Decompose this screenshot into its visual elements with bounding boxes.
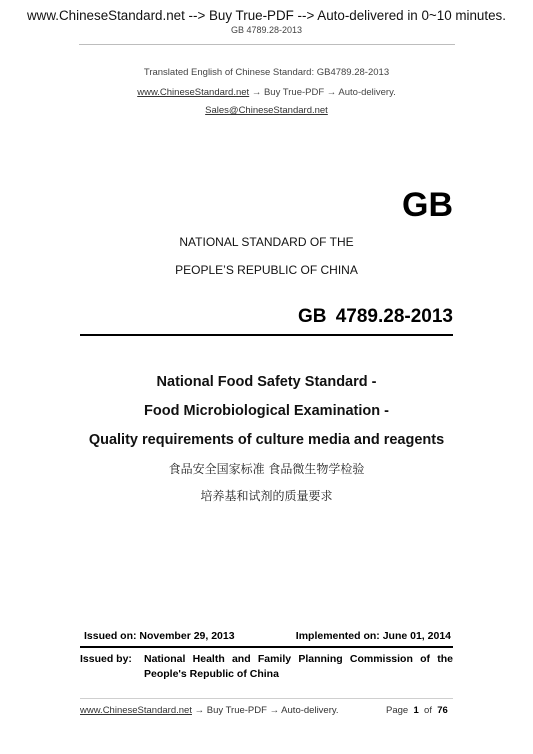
email-link[interactable]: Sales@ChineseStandard.net (205, 105, 328, 116)
footer-divider (80, 698, 453, 699)
page-of-label: of (424, 705, 432, 716)
chinese-title-line2: 培养基和试剂的质量要求 (200, 489, 333, 503)
title-line2: Food Microbiological Examination - (144, 403, 389, 419)
footer-site-link[interactable]: www.ChineseStandard.net (80, 705, 192, 716)
doc-reference: GB 4789.28-2013 (230, 25, 303, 35)
title-line3: Quality requirements of culture media and reagents (88, 432, 445, 448)
site-line (0, 87, 533, 98)
site-link[interactable]: www.ChineseStandard.net (137, 87, 250, 98)
issuer-value: National Health and Family Planning Commission of the People's Republic of China (144, 653, 453, 680)
page-label: Page (386, 705, 409, 716)
top-banner: www.ChineseStandard.net --> Buy True-PDF --> Auto-delivered in 0~10 minutes. (27, 8, 506, 23)
national-standard-line2: PEOPLE’S REPUBLIC OF CHINA (175, 263, 358, 277)
footer-site-tail: → Buy True-PDF → Auto-delivery. (191, 705, 339, 716)
page-number: 1 (413, 705, 419, 716)
title-line1: National Food Safety Standard - (156, 374, 377, 390)
standard-code: GB 4789.28-2013 (297, 306, 453, 327)
chinese-title-line1: 食品安全国家标准 食品微生物学检验 (168, 462, 365, 476)
code-divider (80, 334, 453, 336)
national-standard-line1: NATIONAL STANDARD OF THE (179, 235, 354, 249)
issued-date: Issued on: November 29, 2013 (84, 630, 235, 642)
footer-site-line (80, 705, 339, 716)
dates-divider (80, 646, 453, 648)
implemented-date: Implemented on: June 01, 2014 (295, 630, 451, 642)
page-total: 76 (437, 705, 448, 716)
issuer-label: Issued by: (80, 653, 132, 665)
site-line-tail: → Buy True-PDF → Auto-delivery. (249, 87, 396, 98)
gb-logo: GB (402, 186, 453, 224)
page-indicator (386, 705, 448, 716)
translated-note: Translated English of Chinese Standard: GB4789.28-2013 (143, 67, 390, 78)
header-divider (79, 44, 455, 45)
email-line (0, 105, 533, 116)
